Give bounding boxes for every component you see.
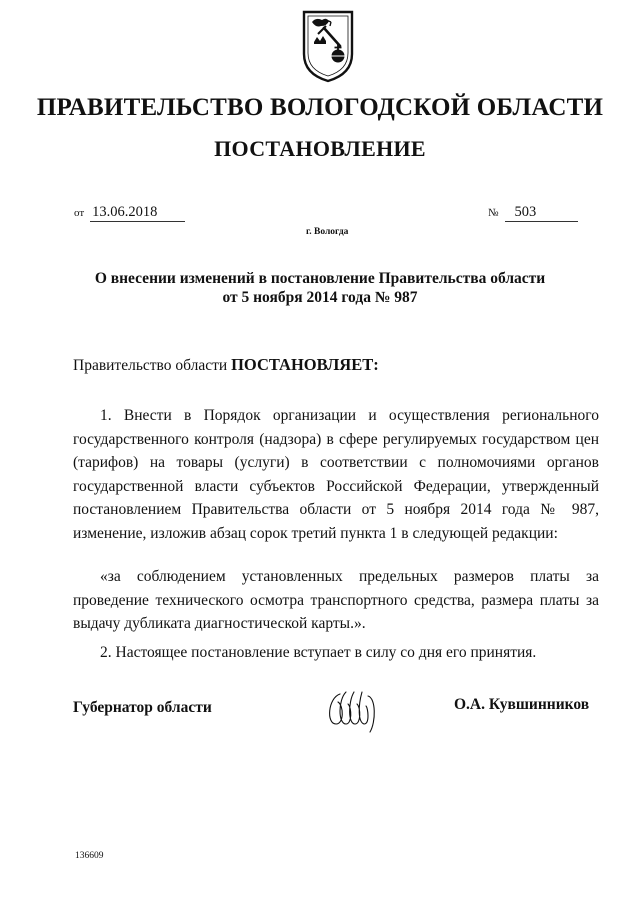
document-date: 13.06.2018 (90, 204, 185, 222)
signer-name: О.А. Кувшинников (454, 696, 590, 713)
handwritten-signature-icon (324, 684, 380, 734)
date-field (74, 204, 185, 222)
amendment-quote: «за соблюдением установленных предельных размеров платы за проведение технического осмотра транспортного средства, размера платы за выдачу дубликата диагностической карты.». (73, 568, 599, 633)
document-subject (0, 269, 640, 307)
document-code: 136609 (75, 851, 104, 861)
date-prefix: от (74, 207, 85, 219)
preamble-resolves: ПОСТАНОВЛЯЕТ: (231, 355, 379, 374)
number-prefix: № (488, 207, 499, 219)
vologda-coat-of-arms-icon (300, 8, 356, 84)
signer-title: Губернатор области (73, 699, 212, 716)
subject-line-1: О внесении изменений в постановление Правительства области (94, 270, 546, 287)
number-field (488, 204, 578, 222)
government-name: ПРАВИТЕЛЬСТВО ВОЛОГОДСКОЙ ОБЛАСТИ (36, 94, 604, 121)
preamble (73, 355, 379, 375)
paragraph-2: 2. Настоящее постановление вступает в силу со дня его принятия. (100, 644, 537, 661)
preamble-text: Правительство области (73, 357, 232, 374)
subject-line-2: от 5 ноября 2014 года № 987 (222, 289, 418, 306)
document-type: ПОСТАНОВЛЕНИЕ (214, 136, 426, 161)
document-number: 503 (505, 204, 579, 222)
city: г. Вологда (306, 227, 349, 237)
paragraph-1: 1. Внести в Порядок организации и осуществления регионального государственного контроля (надзора) в сфере регулируемых государством цен (тарифов) на товары (услуги) в соответствии с полномочиями органов государственной власти субъектов Российской Федерации, утвержденный постановлением Правительства области от 5 ноября 2014 года № 987, изменение, изложив абзац сорок третий пункта 1 в следующей редакции: (73, 407, 599, 542)
